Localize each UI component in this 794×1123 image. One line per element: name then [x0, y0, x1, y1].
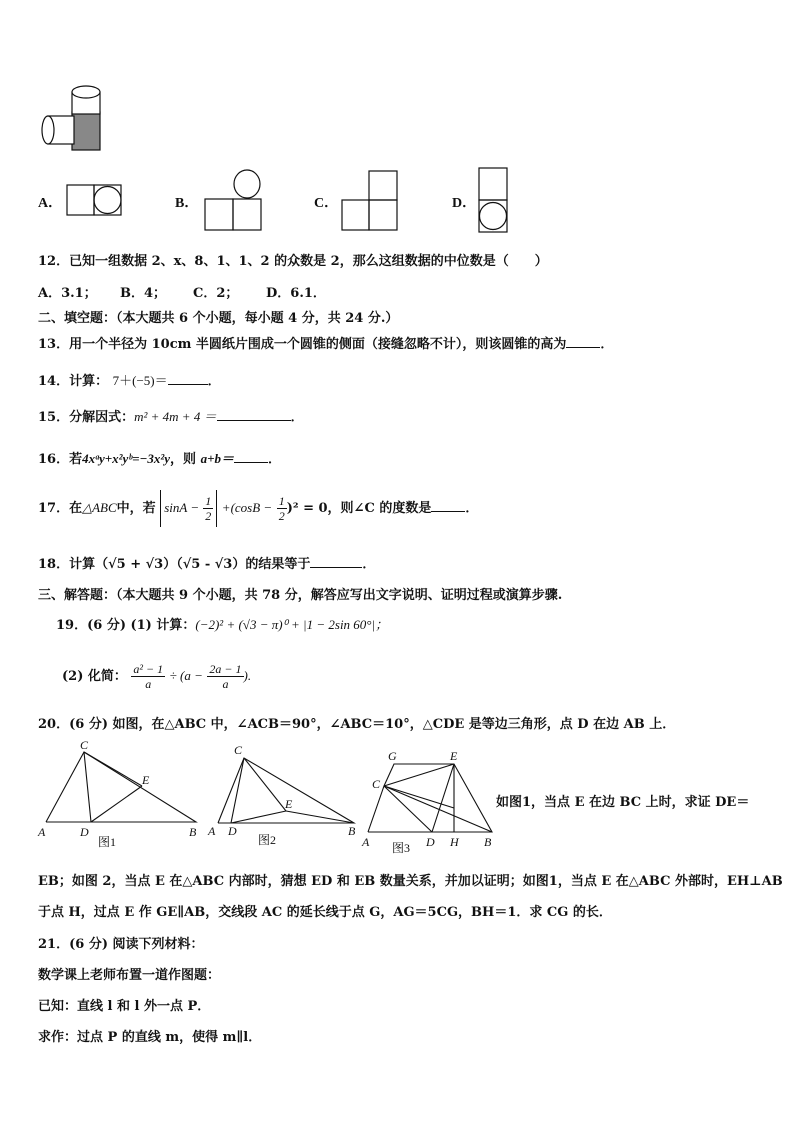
q13-text: 13．用一个半径为 10cm 半圆纸片围成一个圆锥的侧面（接缝忽略不计），则该圆锥的高为 ．: [38, 337, 614, 352]
fig3-label-d: D: [426, 835, 435, 849]
fig1-label-a: A: [38, 825, 46, 839]
fig1-label-c: C: [80, 738, 89, 752]
fig2-label-e: E: [285, 797, 293, 811]
q12-option-d: D．6.1．: [266, 286, 326, 301]
fig2-caption: 图2: [258, 833, 277, 847]
option-b-label: B．: [175, 196, 199, 211]
q21-line1: 21．(6 分) 阅读下列材料：: [38, 937, 204, 952]
q12-option-c: C．2；: [193, 286, 239, 301]
option-c-figure: [341, 170, 399, 232]
q19-part1: 19．(6 分) (1) 计算：(−2)² + (√3 − π)⁰ + |1 − 2sin 60°|；: [56, 617, 389, 633]
q16-text: 16．若4xᵃy+x²yᵇ=−3x²y，则 a+b＝ ．: [38, 451, 282, 467]
q20-text: 20．(6 分) 如图，在△ABC 中，∠ACB＝90°，∠ABC＝10°，△CDE 是等边三角形，点 D 在边 AB 上．: [38, 717, 676, 732]
q12-text: 12．已知一组数据 2、x、8、1、1、2 的众数是 2，那么这组数据的中位数是（ ）: [38, 254, 548, 269]
q12-option-a: A．3.1；: [38, 286, 97, 301]
q20-line3: 于点 H，过点 E 作 GE∥AB，交线段 AC 的延长线于点 G，AG＝5CG，BH＝1．求 CG 的长．: [38, 905, 612, 920]
section-2-heading: 二、填空题：（本大题共 6 个小题，每小题 4 分，共 24 分.）: [38, 311, 399, 326]
q20-figure-1: [36, 740, 206, 850]
q21-line3: 已知：直线 l 和 l 外一点 P．: [38, 999, 211, 1014]
section-3-heading: 三、解答题：（本大题共 9 个小题，共 78 分，解答应写出文字说明、证明过程或演算步骤.: [38, 588, 563, 603]
q12-option-b: B．4；: [120, 286, 167, 301]
option-c-label: C．: [314, 196, 339, 211]
fig3-label-h: H: [450, 835, 459, 849]
fig3-label-g: G: [388, 749, 397, 763]
fig3-label-e: E: [450, 749, 458, 763]
fig2-label-b: B: [348, 824, 356, 838]
q20-side-text: 如图1，当点 E 在边 BC 上时，求证 DE＝: [496, 795, 750, 810]
fig2-label-a: A: [208, 824, 216, 838]
q18-text: 18．计算（√5 + √3）（√5 - √3）的结果等于 ．: [38, 557, 376, 572]
q17-text: 17．在△ABC中，若 sinA − $\frac{1}{2}$ +(cosB − $\frac{1}{2}$ )² = 0，则∠C 的度数是 ．: [38, 488, 478, 529]
fig1-label-b: B: [189, 825, 197, 839]
q15-text: 15．分解因式：m² + 4m + 4 ＝ ．: [38, 409, 304, 425]
fig1-label-d: D: [80, 825, 89, 839]
option-b-figure: [204, 170, 262, 232]
q19-part2: (2) 化简： $\frac{\text{a² − 1}}{a}$ ÷ (a − $\frac{2a - 1}{a}$ ).: [62, 662, 252, 691]
fig2-label-d: D: [228, 824, 237, 838]
fig3-caption: 图3: [392, 841, 411, 855]
q14-text: 14．计算： 7＋(−5)＝ ．: [38, 373, 221, 389]
fig1-label-e: E: [142, 773, 150, 787]
q20-figure-3: [362, 746, 498, 856]
fig3-label-a: A: [362, 835, 370, 849]
option-a-figure: [66, 184, 122, 216]
solid-figure: [40, 82, 110, 154]
q20-line2: EB；如图 2，当点 E 在△ABC 内部时，猜想 ED 和 EB 数量关系，并加以证明；如图1，当点 E 在△ABC 外部时，EH⊥AB: [38, 874, 783, 889]
option-a-label: A．: [38, 196, 63, 211]
option-d-label: D．: [452, 196, 477, 211]
fig3-label-b: B: [484, 835, 492, 849]
q21-line4: 求作：过点 P 的直线 m，使得 m∥l．: [38, 1030, 262, 1045]
q20-figure-2: [206, 740, 366, 850]
fig1-caption: 图1: [98, 835, 117, 849]
q21-line2: 数学课上老师布置一道作图题：: [38, 968, 221, 983]
fig2-label-c: C: [234, 743, 243, 757]
option-d-figure: [478, 167, 508, 233]
fig3-label-c: C: [372, 777, 381, 791]
